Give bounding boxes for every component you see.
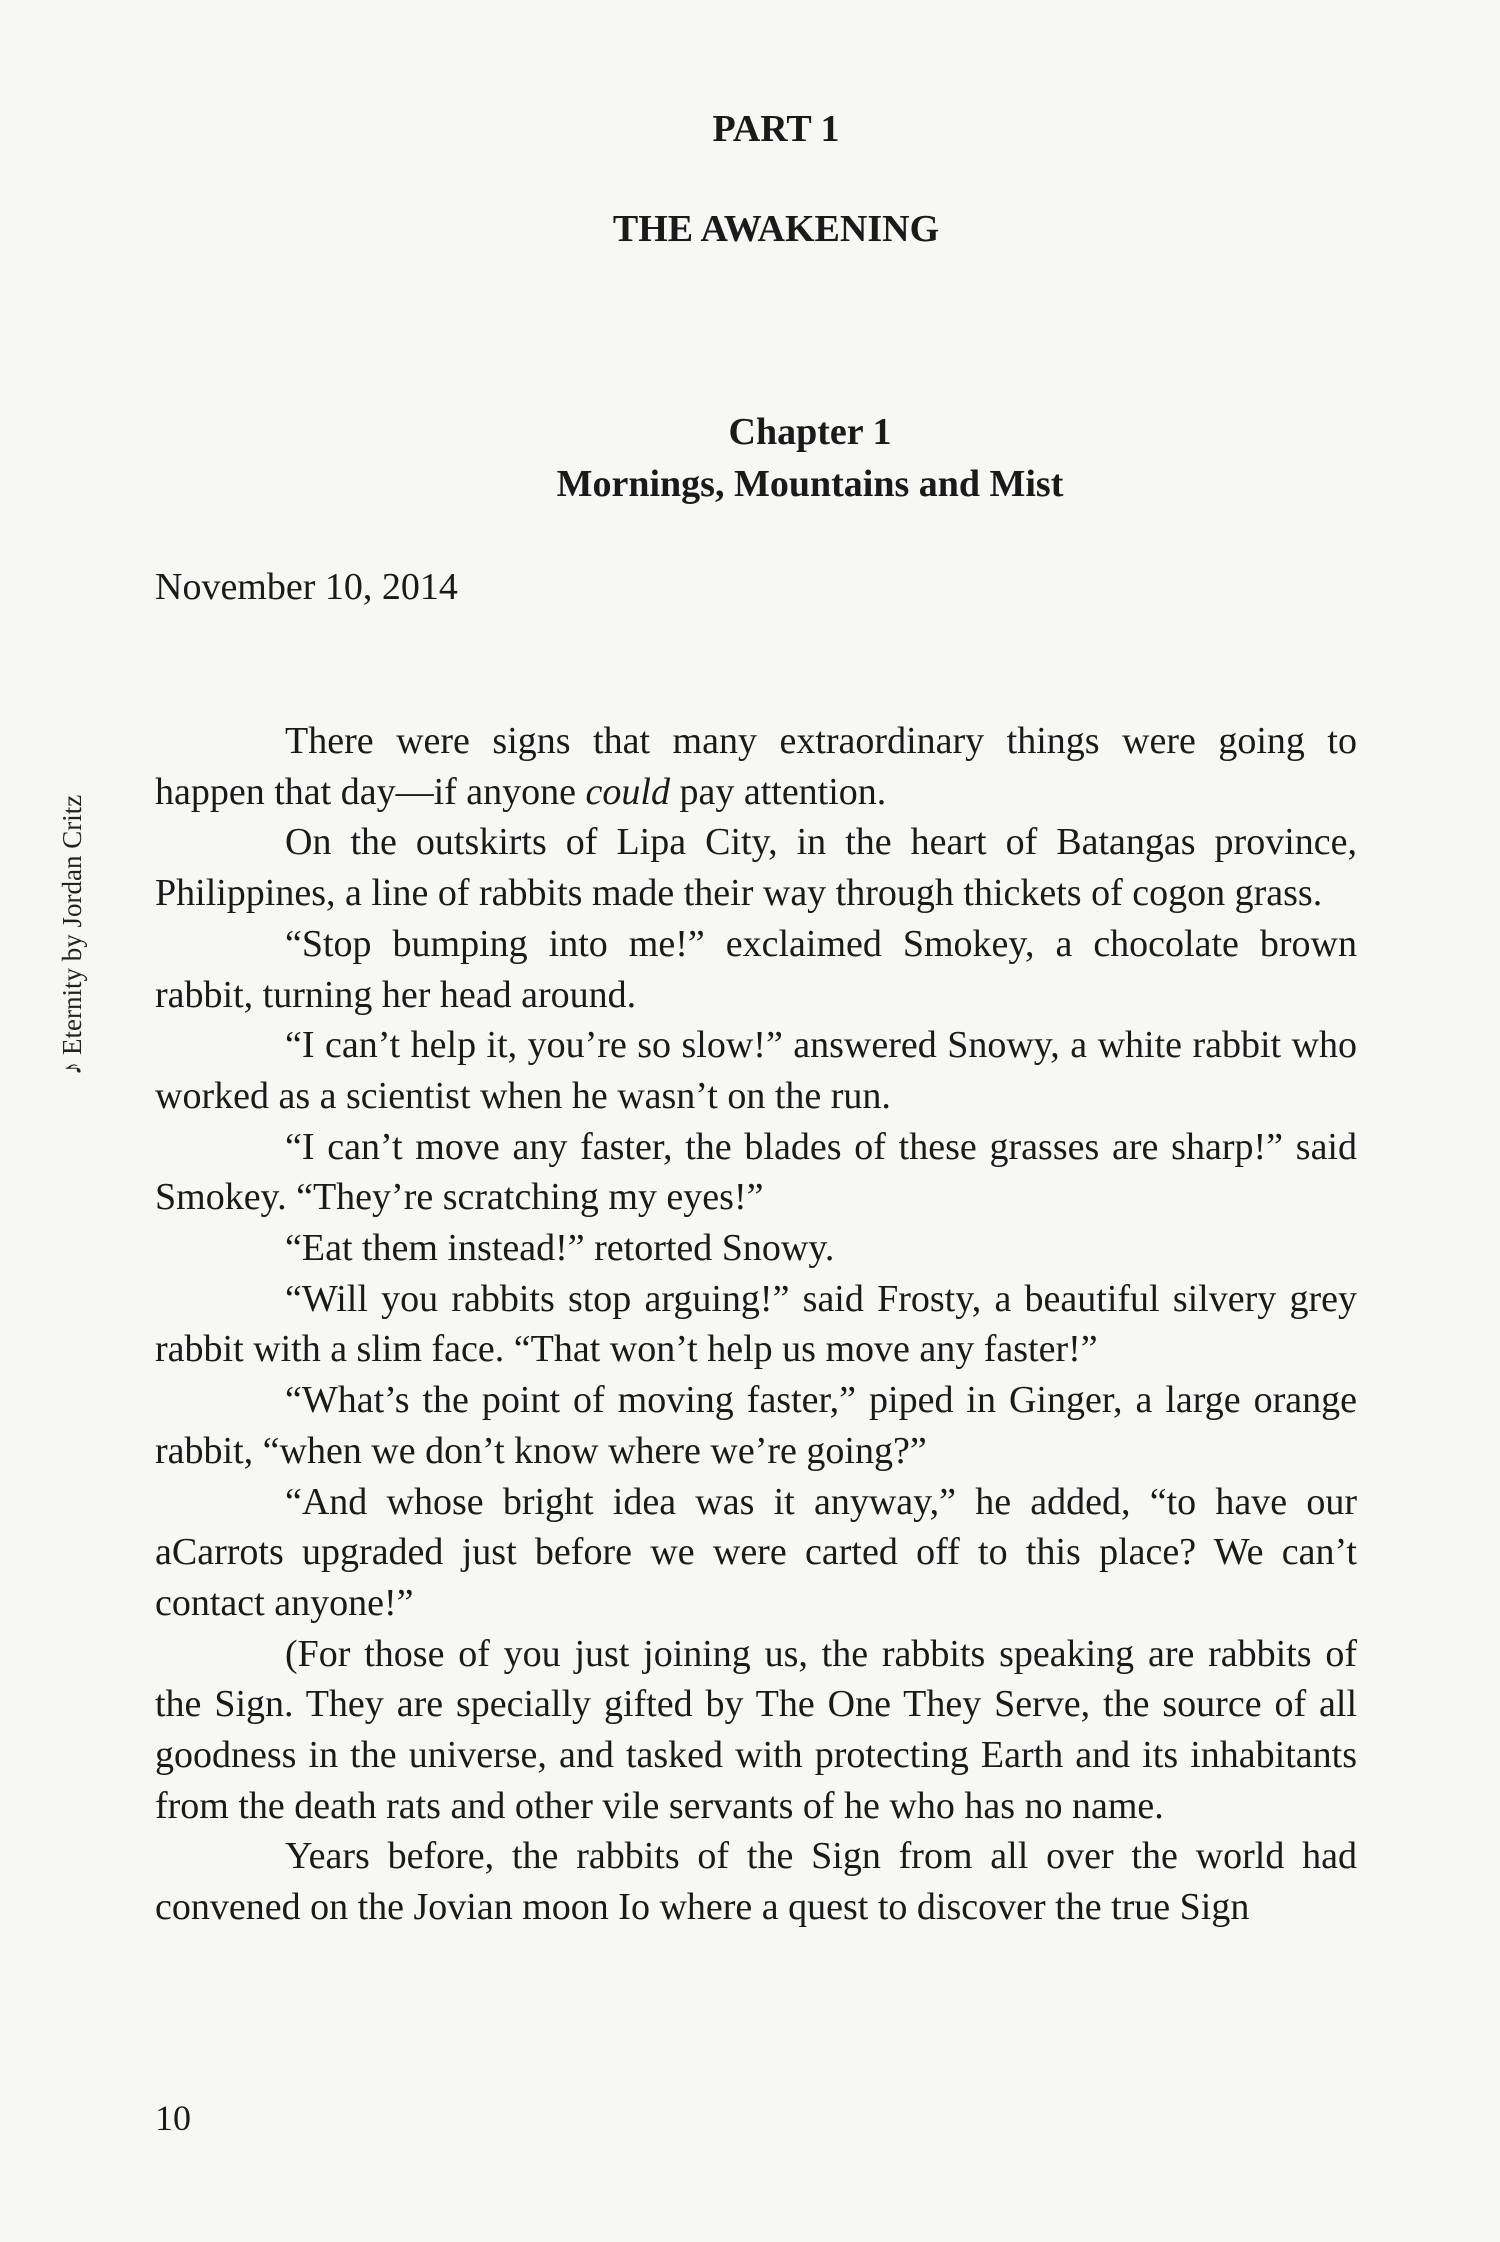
body-paragraph [155,1831,1357,1932]
emphasized-word: could [585,770,670,813]
chapter-title: Mornings, Mountains and Mist [556,463,1064,505]
paragraph-text: “What’s the point of moving faster,” piped in Ginger, a large orange rabbit, “when we don’t know where we’re going?” [155,1379,1357,1472]
body-paragraph [155,817,1357,918]
body-paragraph [155,919,1357,1020]
body-paragraph [155,1020,1357,1121]
paragraph-text: Years before, the rabbits of the Sign from all over the world had convened on the Jovian moon Io where a quest to discover the true Sign [155,1835,1357,1929]
page-number: 10 [155,2098,191,2138]
paragraph-text: There were signs that many extraordinary things were going to happen that day—if anyone [155,720,1357,813]
paragraph-text: “Will you rabbits stop arguing!” said Frosty, a beautiful silvery grey rabbit with a slim face. “That won’t help us move any faster!” [155,1277,1357,1371]
paragraph-text: pay attention. [669,770,887,813]
body-paragraph [155,1122,1357,1223]
margin-music-note: ♪ Eternity by Jordan Critz [57,794,87,1076]
paragraph-text: On the outskirts of Lipa City, in the heart of Batangas province, Philippines, a line of rabbits made their way through thickets of cogon grass. [155,821,1357,915]
body-paragraph [155,1629,1357,1832]
paragraph-text: “I can’t move any faster, the blades of these grasses are sharp!” said Smokey. “They’re scratching my eyes!” [155,1125,1357,1219]
part-title: THE AWAKENING [612,208,940,250]
body-paragraph [155,1375,1357,1476]
paragraph-text: “Stop bumping into me!” exclaimed Smokey, a chocolate brown rabbit, turning her head around. [155,922,1357,1016]
body-paragraph [155,1223,1357,1274]
body-paragraph [155,716,1357,817]
paragraph-text: “Eat them instead!” retorted Snowy. [285,1227,835,1270]
body-paragraph [155,1477,1357,1629]
chapter-number: Chapter 1 [728,411,892,453]
body-paragraph [155,1274,1357,1375]
paragraph-text: “I can’t help it, you’re so slow!” answered Snowy, a white rabbit who worked as a scientist when he wasn’t on the run. [155,1024,1357,1117]
part-label: PART 1 [712,108,840,150]
chapter-date: November 10, 2014 [155,566,458,608]
paragraph-text: “And whose bright idea was it anyway,” he added, “to have our aCarrots upgraded just before we were carted off to this place? We can’t contact anyone!” [155,1480,1357,1624]
paragraph-text: (For those of you just joining us, the rabbits speaking are rabbits of the Sign. They are specially gifted by The One They Serve, the source of all goodness in the universe, and tasked with protecting Earth and its inhabitants from the death rats and other vile servants of he who has no name. [155,1632,1357,1827]
chapter-body [155,716,1357,1933]
